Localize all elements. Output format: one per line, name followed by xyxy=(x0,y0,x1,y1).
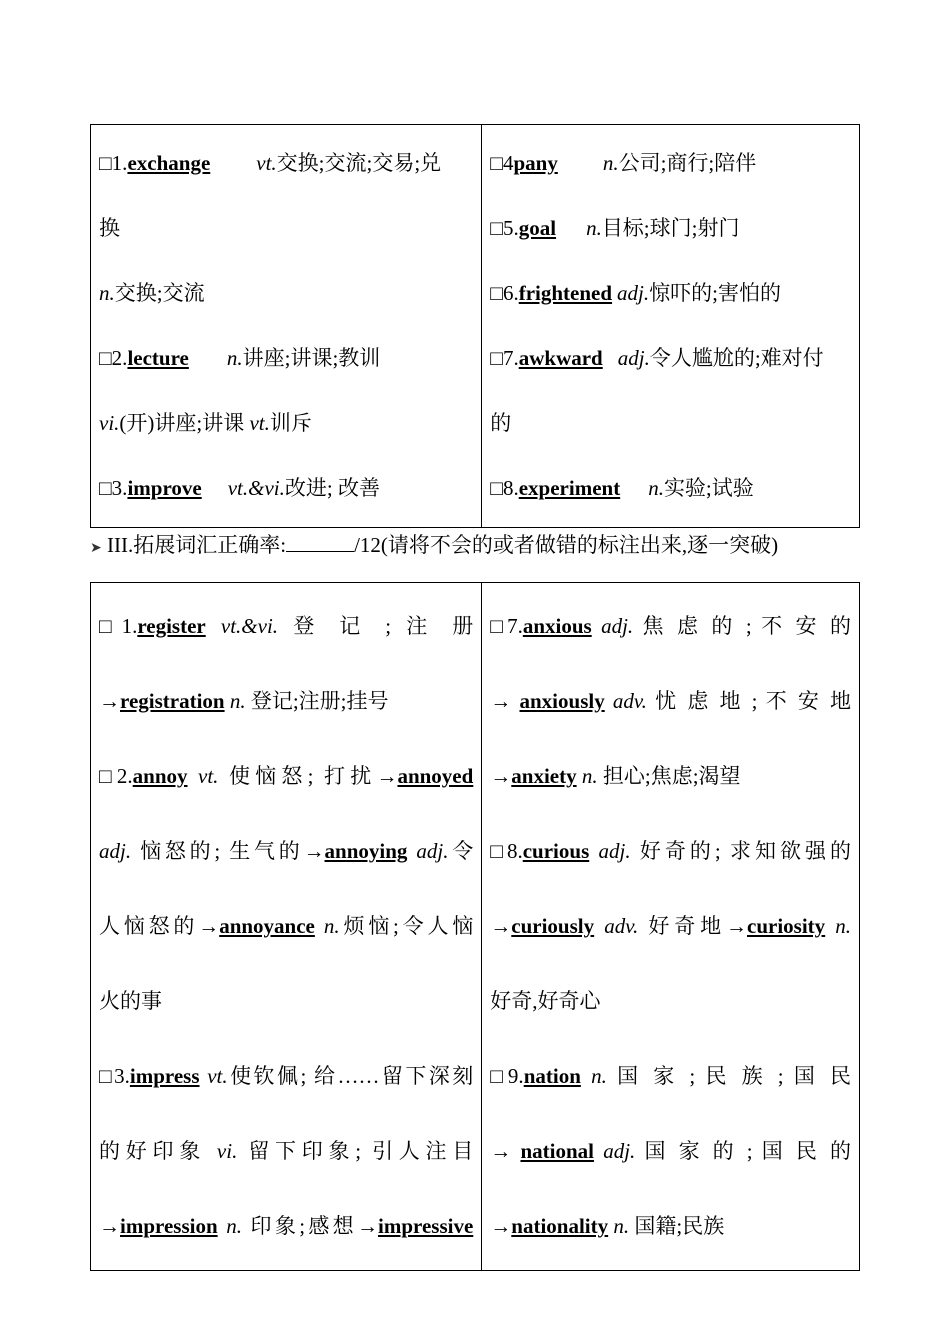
section-label: III.拓展词汇正确率: xyxy=(106,533,287,557)
vocab-entry-7-cont: 的 xyxy=(490,411,512,435)
vocab-entry-1: □1.exchange vt.交换;交流;交易;兑 xyxy=(99,151,442,175)
derivative-word: curiously xyxy=(511,914,595,938)
vocab-entry-2: □2.annoy vt. 使恼怒; 打扰→annoyed xyxy=(99,764,474,788)
vocab-entry-7-line2: → anxiously adv. 忧 虑 地 ; 不 安 地 xyxy=(490,689,852,713)
vocab-word: awkward xyxy=(518,346,603,370)
vocab-column-left xyxy=(91,583,482,1271)
vocab-word: impress xyxy=(129,1064,200,1088)
section-instruction: /12(请将不会的或者做错的标注出来,逐一突破) xyxy=(354,533,779,557)
derivative-word: impression xyxy=(120,1214,218,1238)
vocab-column-right xyxy=(482,583,860,1271)
vocab-table-core xyxy=(90,124,860,528)
vocab-entry-3-line2: 的好印象 vi. 留下印象; 引人注目 xyxy=(99,1139,474,1163)
vocab-word: curious xyxy=(522,839,590,863)
vocab-entry-9-line2: → national adj. 国 家 的 ; 国 民 的 xyxy=(490,1139,852,1163)
vocab-entry-1-derivative: →registration n. 登记;注册;挂号 xyxy=(99,689,389,713)
vocab-entry-7: □7.awkward adj.令人尴尬的;难对付 xyxy=(490,346,824,370)
vocab-entry-8: □8.experiment n.实验;试验 xyxy=(490,476,754,500)
derivative-word: anxiously xyxy=(519,689,605,713)
vocab-entry-9: □9.nation n. 国 家 ; 民 族 ; 国 民 xyxy=(490,1064,852,1088)
score-blank[interactable] xyxy=(286,533,354,552)
vocab-word: improve xyxy=(127,476,202,500)
vocab-word: experiment xyxy=(518,476,621,500)
vocab-entry-7: □7.anxious adj. 焦 虑 的 ; 不 安 的 xyxy=(490,614,852,638)
vocab-entry-9-line3: →nationality n. 国籍;民族 xyxy=(490,1214,725,1238)
vocab-word: exchange xyxy=(127,151,211,175)
derivative-word: anxiety xyxy=(511,764,577,788)
vocab-entry-8-line2: →curiously adv. 好奇地→curiosity n. xyxy=(490,914,852,938)
vocab-entry-6: □6.frightened adj.惊吓的;害怕的 xyxy=(490,281,781,305)
section-iii-heading xyxy=(90,527,778,567)
vocab-entry-1-noun: n.交换;交流 xyxy=(99,281,205,305)
vocab-word: lecture xyxy=(127,346,189,370)
derivative-word: curiosity xyxy=(747,914,826,938)
vocab-entry-2: □2.lecture n.讲座;讲课;教训 xyxy=(99,346,381,370)
vocab-entry-4: □4pany n.公司;商行;陪伴 xyxy=(490,151,757,175)
vocab-word: anxious xyxy=(522,614,592,638)
vocab-entry-8: □8.curious adj. 好奇的; 求知欲强的 xyxy=(490,839,852,863)
vocab-entry-1: □1.register vt.&vi. 登 记 ; 注 册 xyxy=(99,614,474,638)
derivative-word: annoyance xyxy=(219,914,315,938)
vocab-column-left xyxy=(91,125,482,528)
derivative-word: impressive xyxy=(378,1214,474,1238)
derivative-word: national xyxy=(520,1139,594,1163)
vocab-entry-2-line4: 火的事 xyxy=(99,989,162,1013)
vocab-word: register xyxy=(137,614,206,638)
vocab-word: annoy xyxy=(132,764,188,788)
vocab-entry-5: □5.goal n.目标;球门;射门 xyxy=(490,216,740,240)
vocab-word: goal xyxy=(518,216,557,240)
vocab-entry-3-line3: →impression n. 印象;感想→impressive xyxy=(99,1214,474,1238)
vocab-word: nation xyxy=(523,1064,581,1088)
vocab-entry-3: □3.impress vt.使钦佩; 给……留下深刻 xyxy=(99,1064,474,1088)
derivative-word: nationality xyxy=(511,1214,609,1238)
arrow-marker-icon: ➤ xyxy=(90,541,102,556)
vocab-table-extended xyxy=(90,582,860,1271)
derivative-word: annoying xyxy=(324,839,408,863)
vocab-entry-7-line3: →anxiety n. 担心;焦虑;渴望 xyxy=(490,764,741,788)
vocab-column-right xyxy=(482,125,860,528)
vocab-entry-2-verb: vi.(开)讲座;讲课 vt.训斥 xyxy=(99,411,312,435)
vocab-entry-1-cont: 换 xyxy=(99,216,120,240)
derivative-word: annoyed xyxy=(397,764,474,788)
vocab-word: frightened xyxy=(518,281,613,305)
vocab-entry-2-line2: adj. 恼怒的; 生气的→annoying adj.令 xyxy=(99,839,474,863)
derivative-word: registration xyxy=(120,689,225,713)
vocab-entry-2-line3: 人恼怒的→annoyance n.烦恼;令人恼 xyxy=(99,914,474,938)
vocab-word: pany xyxy=(513,151,558,175)
vocab-entry-3: □3.improve vt.&vi.改进; 改善 xyxy=(99,476,380,500)
vocab-entry-8-line3: 好奇,好奇心 xyxy=(490,989,601,1013)
